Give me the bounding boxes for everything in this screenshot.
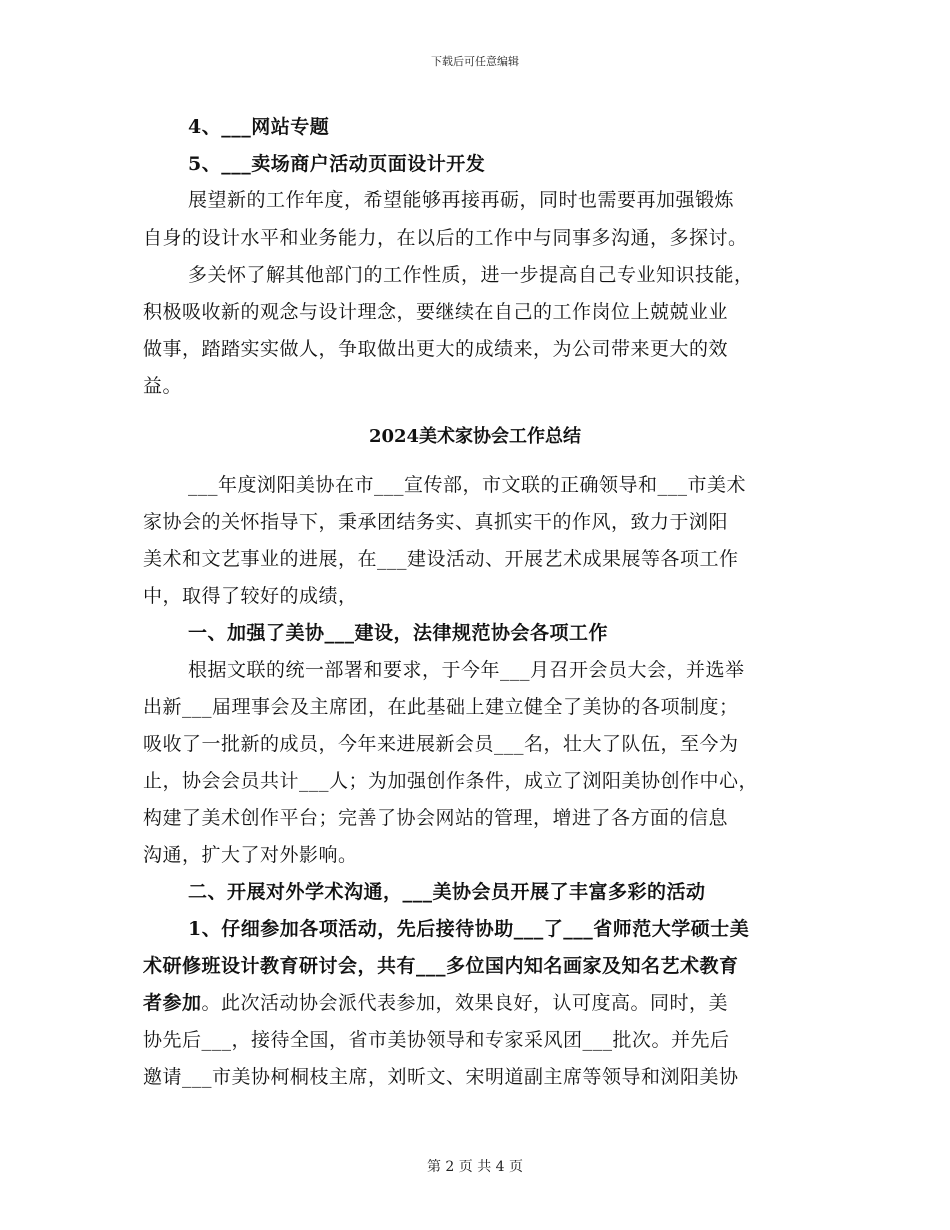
paragraph-line: 积极吸收新的观念与设计理念，要继续在自己的工作岗位上兢兢业业 xyxy=(143,301,729,323)
paragraph-line: 协先后___，接待全国，省市美协领导和专家采风团___批次。并先后 xyxy=(143,1029,730,1051)
section-heading-2: 二、开展对外学术沟通，___美协会员开展了丰富多彩的活动 xyxy=(188,881,706,903)
paragraph-line: 构建了美术创作平台；完善了协会网站的管理，增进了各方面的信息 xyxy=(143,807,729,829)
paragraph-line: 自身的设计水平和业务能力，在以后的工作中与同事多沟通，多探讨。 xyxy=(143,227,748,249)
normal-run: 。此次活动协会派代表参加，效果良好，认可度高。同时，美 xyxy=(201,992,729,1014)
paragraph-line: 展望新的工作年度，希望能够再接再砺，同时也需要再加强锻炼 xyxy=(188,189,735,211)
paragraph-line: 吸收了一批新的成员，今年来进展新会员___名，壮大了队伍，至今为 xyxy=(143,733,739,755)
paragraph-line: 出新___届理事会及主席团，在此基础上建立健全了美协的各项制度； xyxy=(143,696,739,718)
page-footer: 第 2 页 共 4 页 xyxy=(426,1159,524,1175)
paragraph-line: 根据文联的统一部署和要求，于今年___月召开会员大会，并选举 xyxy=(188,659,745,681)
paragraph-line-mixed xyxy=(143,991,728,1015)
section-title: 2024美术家协会工作总结 xyxy=(368,426,582,447)
paragraph-line: 多关怀了解其他部门的工作性质，进一步提高自己专业知识技能， xyxy=(188,264,754,286)
paragraph-line: ___年度浏阳美协在市___宣传部，市文联的正确领导和___市美术 xyxy=(188,474,747,496)
list-item-4: 4、___网站专题 xyxy=(188,116,330,138)
paragraph-line: 止，协会会员共计___人；为加强创作条件，成立了浏阳美协创作中心， xyxy=(143,770,759,792)
page-header: 下载后可任意编辑 xyxy=(431,55,519,68)
paragraph-line: 沟通，扩大了对外影响。 xyxy=(143,844,358,866)
paragraph-line: 中，取得了较好的成绩， xyxy=(143,585,358,607)
paragraph-line: 益。 xyxy=(143,375,183,397)
bold-run: 者参加 xyxy=(143,992,202,1014)
paragraph-line: 邀请___市美协柯桐枝主席，刘昕文、宋明道副主席等领导和浏阳美协 xyxy=(143,1066,739,1088)
paragraph-line: 做事，踏踏实实做人，争取做出更大的成绩来，为公司带来更大的效 xyxy=(143,338,729,360)
paragraph-line: 家协会的关怀指导下，秉承团结务实、真抓实干的作风，致力于浏阳 xyxy=(143,511,729,533)
section-heading-1: 一、加强了美协___建设，法律规范协会各项工作 xyxy=(188,622,609,644)
paragraph-line-bold: 1、仔细参加各项活动，先后接待协助___了___省师范大学硕士美 xyxy=(188,918,750,940)
paragraph-line-bold: 术研修班设计教育研讨会，共有___多位国内知名画家及知名艺术教育 xyxy=(143,955,739,977)
list-item-5: 5、___卖场商户活动页面设计开发 xyxy=(188,153,486,175)
paragraph-line: 美术和文艺事业的进展，在___建设活动、开展艺术成果展等各项工作 xyxy=(143,548,739,570)
